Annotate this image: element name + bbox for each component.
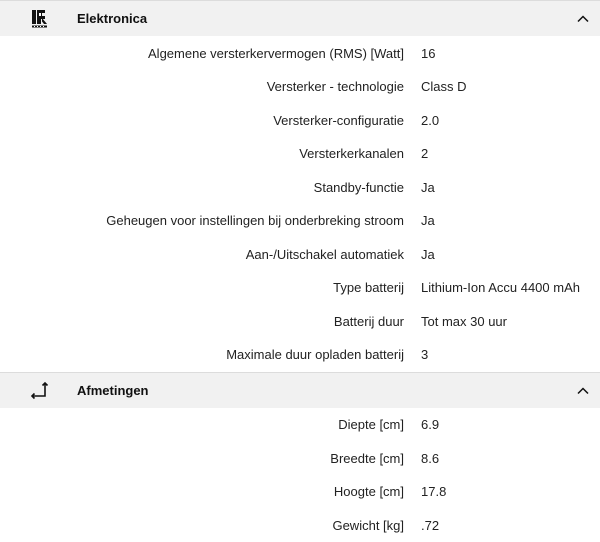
spec-label: Geheugen voor instellingen bij onderbreking stroom [106,204,404,237]
spec-row [0,104,600,138]
spec-row [0,475,600,509]
spec-row [0,137,600,171]
spec-value: Tot max 30 uur [421,305,507,338]
section-afmetingen [0,372,600,542]
spec-label: Versterker-configuratie [273,104,404,137]
spec-label: Diepte [cm] [338,408,404,441]
spec-row [0,271,600,305]
spec-value: Ja [421,204,435,237]
chevron-up-icon[interactable] [576,12,590,26]
dimensions-icon [30,381,50,401]
spec-row [0,70,600,104]
spec-value: 2 [421,137,428,170]
spec-value: 2.0 [421,104,439,137]
spec-row [0,171,600,205]
spec-value: Class D [421,70,467,103]
spec-row [0,442,600,476]
spec-value: Ja [421,171,435,204]
spec-value: 3 [421,338,428,371]
spec-value: 17.8 [421,475,446,508]
spec-value: 16 [421,37,435,70]
section-header-elektronica[interactable] [0,0,600,36]
spec-label: Breedte [cm] [330,442,404,475]
amplifier-icon [30,9,50,29]
section-title: Afmetingen [77,373,149,408]
spec-label: Standby-functie [314,171,404,204]
spec-label: Versterker - technologie [267,70,404,103]
spec-row [0,204,600,238]
spec-label: Versterkerkanalen [299,137,404,170]
spec-row [0,408,600,442]
spec-label: Algemene versterkervermogen (RMS) [Watt] [148,37,404,70]
spec-value: Ja [421,238,435,271]
spec-label: Batterij duur [334,305,404,338]
spec-label: Gewicht [kg] [332,509,404,542]
spec-row [0,37,600,71]
spec-label: Type batterij [333,271,404,304]
section-title: Elektronica [77,1,147,36]
chevron-up-icon[interactable] [576,384,590,398]
spec-value: 8.6 [421,442,439,475]
spec-row [0,338,600,372]
spec-value: Lithium-Ion Accu 4400 mAh [421,271,580,304]
spec-row [0,509,600,542]
spec-list-elektronica [0,36,600,372]
spec-value: 6.9 [421,408,439,441]
spec-value: .72 [421,509,439,542]
spec-list-afmetingen [0,408,600,542]
spec-label: Aan-/Uitschakel automatiek [246,238,404,271]
spec-label: Maximale duur opladen batterij [226,338,404,371]
spec-row [0,305,600,339]
spec-label: Hoogte [cm] [334,475,404,508]
section-header-afmetingen[interactable] [0,372,600,408]
spec-row [0,238,600,272]
